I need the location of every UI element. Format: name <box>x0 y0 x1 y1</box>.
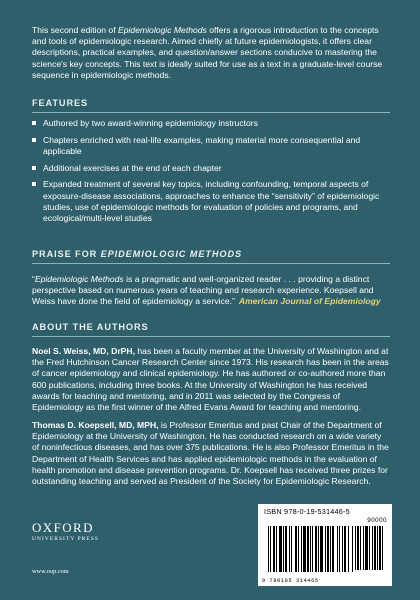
list-item: Chapters enriched with real-life examples, making material more consequential and applicable <box>32 135 390 157</box>
square-bullet-icon <box>32 138 36 142</box>
square-bullet-icon <box>32 166 36 170</box>
features-divider <box>32 112 390 113</box>
isbn-number: ISBN 978-0-19-531446-5 <box>264 507 350 516</box>
price-addon: 90000 <box>367 517 387 524</box>
list-item: Authored by two award-winning epidemiology instructors <box>32 118 390 129</box>
intro-text-1: This second edition of <box>32 25 118 35</box>
barcode-digits: 9 780195 314465 <box>262 578 319 584</box>
intro-text-2: offers a rigorous introduction to the concepts and tools of epidemiologic research. Aimed chiefly at future epidemiologists, it offers clear descriptions, practical examples, and question/answer sections conducive to mastering the science's key concepts. This text is ideally suited for use as a text in a graduate-level course sequence in epidemiologic methods. <box>32 25 383 80</box>
list-item: Additional exercises at the end of each chapter <box>32 163 390 174</box>
praise-divider <box>32 263 390 264</box>
author-bio-koepsell: Thomas D. Koepsell, MD, MPH, is Professor Emeritus and past Chair of the Department of Epidemiology at the University of Washington. He has conducted research on a wide variety of noninfectious diseases, and has over 375 publications. He is also Professor Emeritus in the Department of Health Services and has applied epidemiologic methods in the evaluation of health promotion and disease prevention programs. Dr. Koepsell has received three prizes for outstanding teaching and served as President of the Society for Epidemiologic Research. <box>32 420 389 487</box>
praise-source: American Journal of Epidemiology <box>238 296 381 307</box>
publisher-url: www.oup.com <box>32 568 69 575</box>
features-list <box>32 118 390 230</box>
author-bio-weiss: Noel S. Weiss, MD, DrPH, has been a faculty member at the University of Washington and at the Fred Hutchinson Cancer Research Center since 1973. His research has been in the areas of cancer epidemiology and clinical epidemiology. He has authored or co-authored more than 600 publications, including three books. At the University of Washington he has received awards for teaching and mentoring, and in 2011 was selected by the Congress of Epidemiology as the first winner of the Alfred Evans Award for teaching and mentoring. <box>32 346 389 413</box>
authors-divider <box>32 336 390 337</box>
praise-quote: “Epidemiologic Methods is a pragmatic and well-organized reader . . . providing a distinct perspective based on numerous years of teaching and research experience. Koepsell and Weiss have done the field of epidemiology a service.” American Journal of Epidemiology <box>32 274 381 307</box>
list-item: Expanded treatment of several key topics, including confounding, temporal aspects of exposure-disease associations, approaches to enhance the “sensitivity” of epidemiologic studies, use of epidemiologic methods for evaluation of policies and programs, and ecological/multi-level studies <box>32 179 390 224</box>
intro-book-title: Epidemiologic Methods <box>118 25 207 35</box>
intro-paragraph <box>32 25 390 81</box>
author-name: Thomas D. Koepsell, MD, MPH, <box>32 420 159 430</box>
square-bullet-icon <box>32 182 36 186</box>
features-heading: FEATURES <box>32 98 89 108</box>
publisher-logo: OXFORD UNIVERSITY PRESS <box>32 520 99 542</box>
barcode <box>258 504 392 586</box>
praise-heading: PRAISE FOR EPIDEMIOLOGIC METHODS <box>32 249 243 259</box>
author-name: Noel S. Weiss, MD, DrPH, <box>32 346 135 356</box>
authors-heading: ABOUT THE AUTHORS <box>32 322 149 332</box>
barcode-bars-icon <box>268 526 354 572</box>
addon-bars-icon <box>355 526 387 570</box>
square-bullet-icon <box>32 121 36 125</box>
